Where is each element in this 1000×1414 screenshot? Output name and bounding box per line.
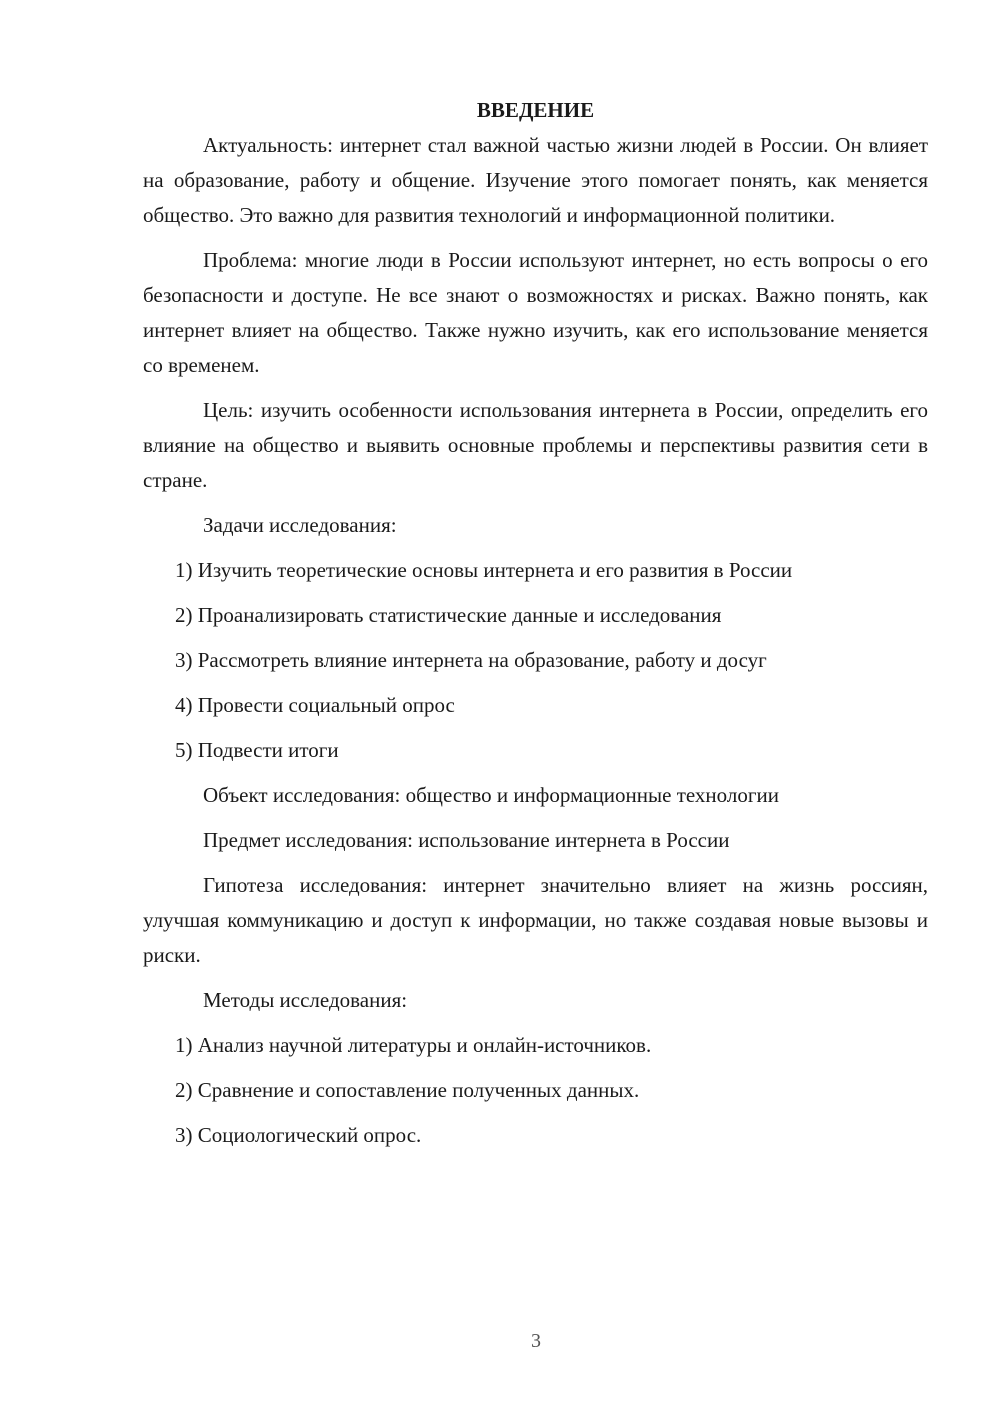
list-item: 2) Сравнение и сопоставление полученных данных. [175,1078,640,1102]
list-item: 3) Социологический опрос. [175,1123,422,1147]
list-item: 1) Анализ научной литературы и онлайн-источников. [175,1033,652,1057]
list-item: 1) Изучить теоретические основы интернета и его развития в России [175,558,793,582]
list-item: 5) Подвести итоги [175,738,339,762]
methods-heading: Методы исследования: [203,988,408,1012]
list-item: 3) Рассмотреть влияние интернета на образование, работу и досуг [175,648,767,672]
page-number: 3 [531,1330,541,1352]
goal-paragraph: Цель: изучить особенности использования интернета в России, определить его влияние на общество и выявить основные проблемы и перспективы развития сети в стране. [143,398,928,492]
object-paragraph: Объект исследования: общество и информационные технологии [203,783,779,807]
methods-list [143,1028,928,1153]
section-title: ВВЕДЕНИЕ [476,98,595,122]
hypothesis-paragraph: Гипотеза исследования: интернет значительно влияет на жизнь россиян, улучшая коммуникацию и доступ к информации, но также создавая новые вызовы и риски. [143,873,928,967]
list-item: 4) Провести социальный опрос [175,693,455,717]
tasks-list [143,553,928,768]
list-item: 2) Проанализировать статистические данные и исследования [175,603,722,627]
tasks-heading: Задачи исследования: [203,513,397,537]
relevance-paragraph: Актуальность: интернет стал важной частью жизни людей в России. Он влияет на образование, работу и общение. Изучение этого помогает понять, как меняется общество. Это важно для развития технологий и информационной политики. [143,133,928,227]
problem-paragraph: Проблема: многие люди в России используют интернет, но есть вопросы о его безопасности и доступе. Не все знают о возможностях и рисках. Важно понять, как интернет влияет на общество. Также нужно изучить, как его использование меняется со временем. [143,248,928,377]
subject-paragraph: Предмет исследования: использование интернета в России [203,828,730,852]
